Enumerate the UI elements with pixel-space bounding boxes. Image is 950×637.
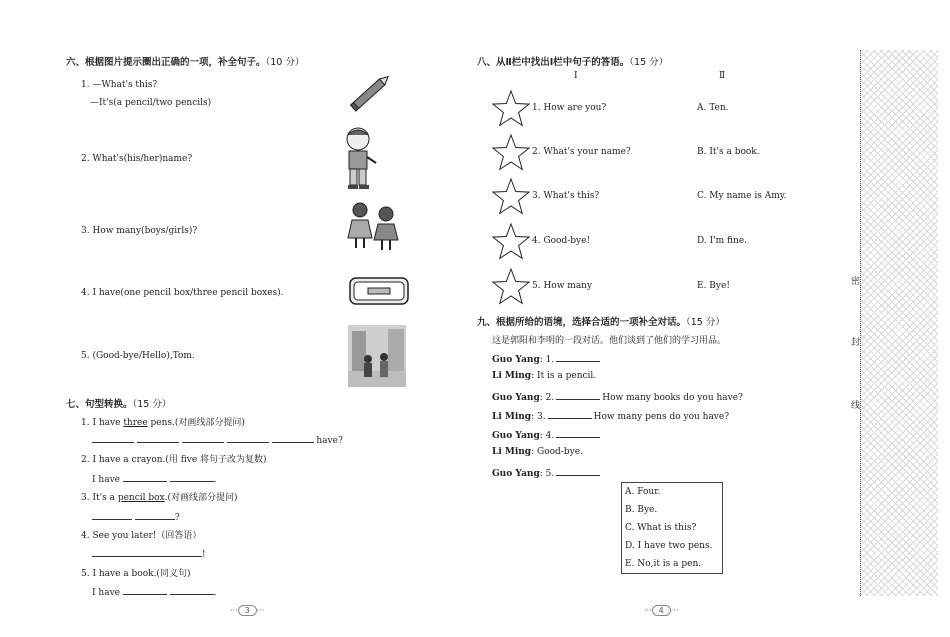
blank-number: 4. xyxy=(545,431,555,441)
dialogue-line: Guo Yang: 5. xyxy=(492,466,602,479)
answer-blank[interactable] xyxy=(182,433,224,443)
s9-intro: 这是郭阳和李明的一段对话。他们谈到了他们的学习用品。 xyxy=(492,336,727,346)
section-7-title: 七、句型转换。（15 分） xyxy=(66,399,172,410)
speaker-name: Guo Yang xyxy=(492,393,540,403)
matching-question: 5. How many xyxy=(532,281,593,291)
blank-number: 3. xyxy=(537,412,546,422)
page-number-left: ··· 3 ··· xyxy=(230,606,265,615)
section-8-title: 八、从Ⅱ栏中找出Ⅰ栏中句子的答语。（15 分） xyxy=(477,57,669,68)
option-item: E. No,it is a pen. xyxy=(625,559,702,569)
answer-blank[interactable] xyxy=(137,433,179,443)
binding-margin-pattern xyxy=(860,50,938,596)
dialogue-text: It is a pencil. xyxy=(537,371,597,381)
s7-q5: 5. I have a book.(同义句) xyxy=(81,569,191,579)
boy-illustration xyxy=(340,125,380,193)
column-1-header: Ⅰ xyxy=(574,71,578,81)
s7-q4: 4. See you later!（回答语） xyxy=(81,531,202,541)
matching-answer: C. My name is Amy. xyxy=(697,191,787,201)
s7-q4-answer: ! xyxy=(92,547,206,560)
matching-question: 4. Good-bye! xyxy=(532,236,591,246)
binding-char: 密 xyxy=(851,277,861,287)
column-2-header: Ⅱ xyxy=(719,71,726,81)
option-item: D. I have two pens. xyxy=(625,541,713,551)
answer-blank[interactable] xyxy=(548,409,592,419)
dialogue-text: How many books do you have? xyxy=(602,393,743,403)
answer-blank[interactable] xyxy=(556,352,600,362)
option-item: C. What is this? xyxy=(625,523,697,533)
matching-answer: A. Ten. xyxy=(697,103,729,113)
answer-blank[interactable] xyxy=(135,510,175,520)
binding-dotted-line xyxy=(860,50,861,596)
s7-q5-answer: I have . xyxy=(92,585,217,598)
street-scene-illustration xyxy=(348,325,406,387)
s7-q3: 3. It's a pencil box.(对画线部分提问) xyxy=(81,493,238,503)
pencil-illustration xyxy=(346,70,396,115)
matching-question: 2. What's your name? xyxy=(532,147,631,157)
section-9-title: 九、根据所给的语境，选择合适的一项补全对话。（15 分） xyxy=(477,317,725,328)
matching-answer: E. Bye! xyxy=(697,281,730,291)
matching-question: 1. How are you? xyxy=(532,103,607,113)
dialogue-line: Li Ming: It is a pencil. xyxy=(492,371,597,381)
s6-q3: 3. How many(boys/girls)? xyxy=(81,226,198,236)
blank-number: 2. xyxy=(545,393,555,403)
s6-q1-line2: —It's(a pencil/two pencils) xyxy=(90,98,212,108)
s7-q2: 2. I have a crayon.(用 five 将句子改为复数) xyxy=(81,455,267,465)
blank-number: 1. xyxy=(545,355,555,365)
answer-blank[interactable] xyxy=(123,585,167,595)
answer-blank[interactable] xyxy=(556,428,600,438)
answer-blank[interactable] xyxy=(92,510,132,520)
matching-answer: D. I'm fine. xyxy=(697,236,748,246)
pencil-box-illustration xyxy=(348,274,410,308)
dialogue-line: Li Ming: 3. How many pens do you have? xyxy=(492,409,729,422)
matching-answer: B. It's a book. xyxy=(697,147,760,157)
s6-q2: 2. What's(his/her)name? xyxy=(81,154,193,164)
s6-q4: 4. I have(one pencil box/three pencil boxes). xyxy=(81,288,284,298)
s7-q2-answer: I have . xyxy=(92,472,217,485)
page-number-right: ··· 4 ··· xyxy=(644,606,679,615)
dialogue-line: Guo Yang: 1. xyxy=(492,352,602,365)
s6-q1-line1: 1. —What's this? xyxy=(81,80,158,90)
speaker-name: Guo Yang xyxy=(492,469,540,479)
dialogue-text: How many pens do you have? xyxy=(593,412,730,422)
speaker-name: Li Ming xyxy=(492,371,532,381)
section-6-title: 六、根据图片提示圈出正确的一项，补全句子。（10 分） xyxy=(66,57,305,68)
dialogue-text: Good-bye. xyxy=(537,447,583,457)
binding-char: 线 xyxy=(851,401,861,411)
children-illustration xyxy=(346,200,402,252)
s7-q1-answer: have? xyxy=(92,433,343,446)
speaker-name: Li Ming xyxy=(492,412,532,422)
speaker-name: Li Ming xyxy=(492,447,532,457)
answer-blank[interactable] xyxy=(170,472,214,482)
star-answer-icon[interactable] xyxy=(490,89,532,129)
answer-blank[interactable] xyxy=(92,547,202,557)
dialogue-line: Guo Yang: 4. xyxy=(492,428,602,441)
star-answer-icon[interactable] xyxy=(490,177,532,217)
answer-blank[interactable] xyxy=(227,433,269,443)
matching-question: 3. What's this? xyxy=(532,191,600,201)
answer-blank[interactable] xyxy=(92,433,134,443)
option-item: A. Four. xyxy=(625,487,661,497)
star-answer-icon[interactable] xyxy=(490,133,532,173)
answer-blank[interactable] xyxy=(556,390,600,400)
s7-q3-answer: ? xyxy=(92,510,180,523)
speaker-name: Guo Yang xyxy=(492,431,540,441)
options-box xyxy=(621,482,723,574)
answer-blank[interactable] xyxy=(272,433,314,443)
s6-q5: 5. (Good-bye/Hello),Tom. xyxy=(81,351,195,361)
option-item: B. Bye. xyxy=(625,505,658,515)
answer-blank[interactable] xyxy=(123,472,167,482)
star-answer-icon[interactable] xyxy=(490,222,532,262)
speaker-name: Guo Yang xyxy=(492,355,540,365)
s7-q1: 1. I have three pens.(对画线部分提问) xyxy=(81,418,245,428)
blank-number: 5. xyxy=(545,469,555,479)
star-answer-icon[interactable] xyxy=(490,267,532,307)
dialogue-line: Li Ming: Good-bye. xyxy=(492,447,583,457)
binding-char: 封 xyxy=(851,338,861,348)
answer-blank[interactable] xyxy=(556,466,600,476)
dialogue-line: Guo Yang: 2. How many books do you have? xyxy=(492,390,743,403)
answer-blank[interactable] xyxy=(170,585,214,595)
